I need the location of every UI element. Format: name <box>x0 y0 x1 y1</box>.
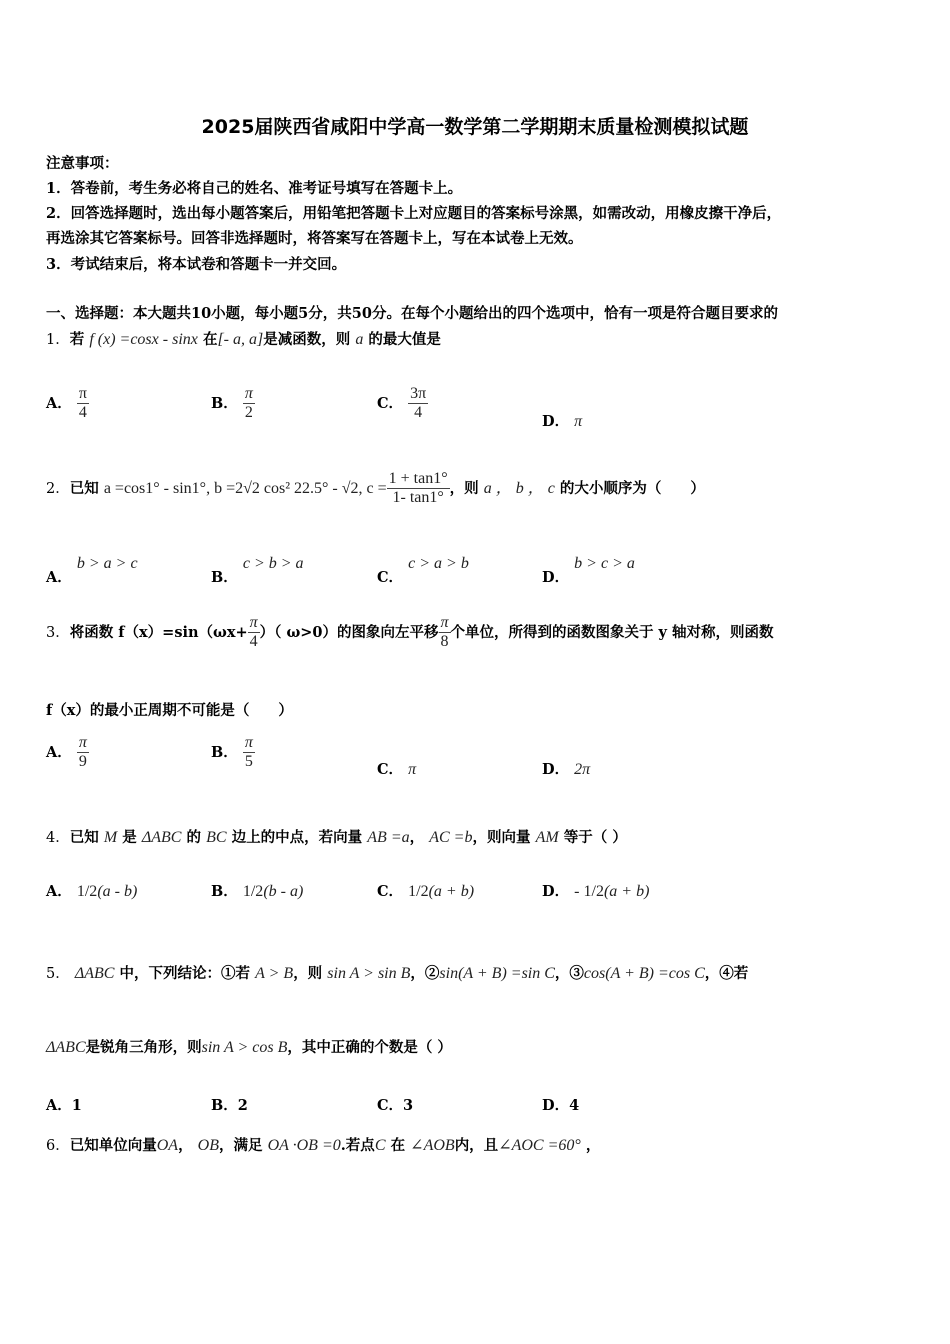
option-label: C． <box>377 1097 404 1114</box>
question-number: 3． <box>46 625 70 641</box>
option-c[interactable] <box>377 758 416 779</box>
fraction: $\frac{\pi}{5}$ <box>244 734 253 770</box>
option-label: B． <box>211 569 238 586</box>
question-text: ，则 <box>293 965 323 982</box>
question-number: 4． <box>46 830 70 846</box>
question-number: 5． <box>46 966 70 982</box>
option-coefficient: 1/2 <box>242 883 264 900</box>
question-text: 边上的中点，若向量 <box>231 829 363 846</box>
option-label: D． <box>542 761 570 778</box>
math-expression: ΔABC <box>74 965 115 982</box>
option-value: 2π <box>574 761 591 778</box>
option-c[interactable] <box>377 1094 413 1115</box>
option-label: B． <box>211 744 238 761</box>
question-text: 若 <box>69 331 85 348</box>
math-expression: ∠AOC =60° <box>498 1137 581 1154</box>
option-coefficient: 1/2 <box>76 883 98 900</box>
notice-item: 再选涂其它答案标号。回答非选择题时，将答案写在答题卡上，写在本试卷上无效。 <box>46 230 583 247</box>
question-text: ， <box>585 1137 601 1154</box>
option-value: c > b > a <box>242 555 304 572</box>
option-b[interactable] <box>211 1094 248 1115</box>
question-text: 的大小顺序为（ ） <box>559 480 705 497</box>
option-label: A． <box>46 744 72 761</box>
question-text: 是 <box>122 829 137 846</box>
option-coefficient: 1/2 <box>408 883 429 900</box>
question-text: ，则 <box>449 480 479 497</box>
option-label: D． <box>542 1097 570 1114</box>
question-4 <box>46 826 627 847</box>
question-2 <box>46 470 705 507</box>
option-value: (a + b) <box>428 883 475 900</box>
math-expression: C <box>374 1137 386 1154</box>
question-text: 等于（ ） <box>563 829 627 846</box>
option-value: 4 <box>569 1097 580 1114</box>
question-text: ，④若 <box>704 965 749 982</box>
question-text: 的 <box>186 829 202 846</box>
option-d[interactable] <box>542 552 635 586</box>
option-b[interactable] <box>211 552 304 586</box>
math-expression: a <box>355 331 364 348</box>
question-text: ， <box>409 829 425 846</box>
option-value: (a + b) <box>603 883 650 900</box>
math-expression: f (x) =cosx - sinx <box>89 331 198 348</box>
question-text: ，其中正确的个数是（ ） <box>287 1039 452 1056</box>
option-value: (a - b) <box>97 883 138 900</box>
math-expression: [- a, a] <box>217 331 264 348</box>
question-text: 已知 <box>69 829 99 846</box>
option-value: b > a > c <box>76 555 138 572</box>
question-number: 6． <box>46 1138 70 1154</box>
question-text: 中，下列结论：①若 <box>119 965 251 982</box>
question-3-line2: f（x）的最小正周期不可能是（ ） <box>46 702 293 719</box>
math-expression: M <box>103 829 118 846</box>
option-label: B． <box>211 395 238 412</box>
math-expression: ΔABC <box>141 829 182 846</box>
math-expression: OA <box>156 1137 179 1154</box>
question-text: ，则向量 <box>472 829 531 846</box>
question-text: 已知单位向量 <box>69 1137 157 1154</box>
question-text: .若点 <box>340 1137 375 1154</box>
math-expression: a ， b ， c <box>483 480 555 497</box>
option-coefficient: - 1/2 <box>574 883 604 900</box>
fraction: $\frac{\pi}{8}$ <box>440 614 449 650</box>
option-label: C． <box>377 883 404 900</box>
option-c[interactable] <box>377 385 428 422</box>
math-expression: OA ·OB =0 <box>267 1137 341 1154</box>
option-d[interactable] <box>542 758 590 779</box>
math-expression: sin A > cos B <box>201 1039 288 1056</box>
question-number: 1． <box>46 332 70 348</box>
math-expression: A > B <box>255 965 294 982</box>
option-label: C． <box>377 395 404 412</box>
math-expression: OB <box>197 1137 219 1154</box>
option-label: C． <box>377 761 404 778</box>
option-value: 1 <box>71 1097 82 1114</box>
option-label: B． <box>211 883 238 900</box>
math-expression: ΔABC <box>46 1039 86 1056</box>
option-label: D． <box>542 413 570 430</box>
question-1 <box>46 328 441 349</box>
question-text: 个单位，所得到的函数图象关于 y 轴对称，则函数 <box>450 624 774 641</box>
notice-item: 1．答卷前，考生务必将自己的姓名、准考证号填写在答题卡上。 <box>46 180 463 197</box>
question-number: 2． <box>46 481 70 497</box>
question-text: 是减函数，则 <box>263 331 351 348</box>
fraction: $\frac{\pi}{4}$ <box>78 385 87 421</box>
option-b[interactable] <box>211 880 303 901</box>
option-value: b > c > a <box>574 555 635 572</box>
math-expression: cos(A + B) =cos C <box>583 965 705 982</box>
option-a[interactable] <box>46 552 138 586</box>
math-expression: AC =b <box>429 829 473 846</box>
option-label: B． <box>211 1097 238 1114</box>
math-expression: AB =a <box>367 829 410 846</box>
question-text: 在 <box>390 1137 406 1154</box>
question-text: ，② <box>410 965 440 982</box>
option-d[interactable] <box>542 880 649 901</box>
notice-item: 3．考试结束后，将本试卷和答题卡一并交回。 <box>46 256 347 273</box>
option-label: A． <box>46 569 72 586</box>
option-c[interactable] <box>377 552 469 586</box>
option-value: 3 <box>403 1097 414 1114</box>
option-a[interactable] <box>46 880 137 901</box>
question-text: ，满足 <box>218 1137 263 1154</box>
math-expression: sin A > sin B <box>327 965 411 982</box>
option-label: D． <box>542 883 570 900</box>
notice-heading: 注意事项： <box>46 155 119 172</box>
question-text: 已知 <box>69 480 99 497</box>
page-title: 2025届陕西省咸阳中学高一数学第二学期期末质量检测模拟试题 <box>201 116 749 138</box>
question-3 <box>46 614 774 651</box>
question-5 <box>46 962 748 983</box>
option-a[interactable] <box>46 1094 82 1115</box>
question-text: 在 <box>202 331 218 348</box>
question-5-line2 <box>46 1036 452 1057</box>
question-text: 的最大值是 <box>368 331 441 348</box>
option-c[interactable] <box>377 880 474 901</box>
notice-item: 2．回答选择题时，选出每小题答案后，用铅笔把答题卡上对应题目的答案标号涂黑，如需改动，用橡皮擦干净后， <box>46 205 782 222</box>
math-expression: AM <box>535 829 559 846</box>
option-value: (b - a) <box>263 883 304 900</box>
question-text: 内，且 <box>454 1137 499 1154</box>
option-label: A． <box>46 395 72 412</box>
question-text: 将函数 f（x）=sin（ωx+ <box>69 624 248 641</box>
section-heading: 一、选择题：本大题共10小题，每小题5分，共50分。在每个小题给出的四个选项中，恰有一项是符合题目要求的 <box>46 305 778 322</box>
option-a[interactable] <box>46 385 89 422</box>
math-expression: BC <box>206 829 227 846</box>
option-label: C． <box>377 569 404 586</box>
question-text: ， <box>178 1137 193 1154</box>
fraction: $\frac{3\pi}{4}$ <box>410 385 427 421</box>
option-label: A． <box>46 1097 72 1114</box>
option-b[interactable] <box>211 385 255 422</box>
question-text: 是锐角三角形，则 <box>85 1039 202 1056</box>
option-value: c > a > b <box>408 555 469 572</box>
option-a[interactable] <box>46 734 89 771</box>
fraction: $\frac{\pi}{2}$ <box>244 385 253 421</box>
fraction: $\frac{1 + \tan 1^\circ}{1- \tan 1^\circ}$ <box>388 470 448 506</box>
option-value: π <box>574 413 583 430</box>
option-b[interactable] <box>211 734 255 771</box>
option-d[interactable] <box>542 410 582 431</box>
fraction: $\frac{\pi}{9}$ <box>78 734 87 770</box>
question-text: ，③ <box>554 965 584 982</box>
option-d[interactable] <box>542 1094 579 1115</box>
option-label: A． <box>46 883 72 900</box>
question-text: ）（ ω>0）的图象向左平移 <box>259 624 439 641</box>
option-value: π <box>408 761 417 778</box>
option-value: 2 <box>237 1097 248 1114</box>
math-expression: ∠AOB <box>410 1137 455 1154</box>
math-expression: sin(A + B) =sin C <box>439 965 555 982</box>
math-expression: a =cos1° - sin1°, b =2√2 cos² 22.5° - √2, c = <box>103 480 387 497</box>
question-6 <box>46 1134 600 1155</box>
fraction: $\frac{\pi}{4}$ <box>249 614 258 650</box>
option-label: D． <box>542 569 570 586</box>
